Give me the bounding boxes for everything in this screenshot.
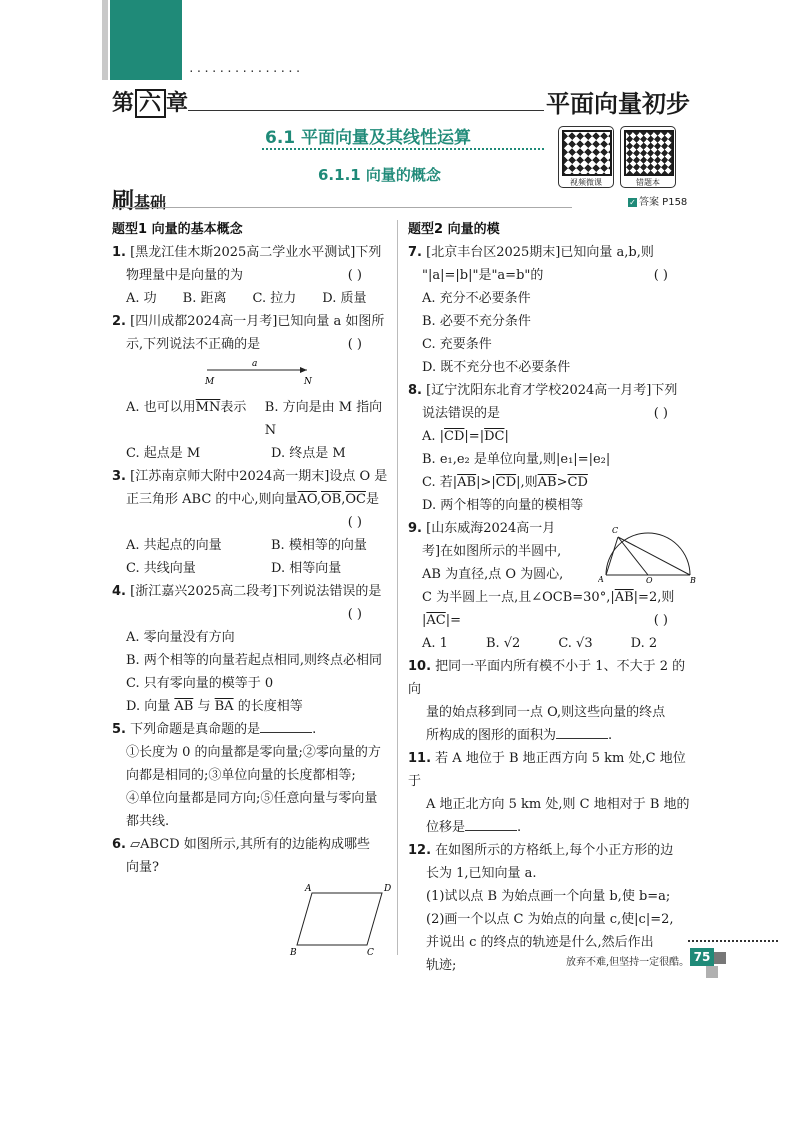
right-column (408, 218, 698, 977)
question-4: 4. [浙江嘉兴2025高二段考]下列说法错误的是 ( ) A. 零向量没有方向 B. 两个相等的向量若起点相同,则终点必相同 C. 只有零向量的模等于 0 D. 向量 $\overline{AB}$ 与 $\overline{BA}$ 的长度相等 (112, 584, 382, 714)
chapter-label (112, 86, 189, 117)
question-3: 3. [江苏南京师大附中2024高一期末]设点 O 是 正三角形 ABC 的中心,则向量$\overline{AO},\overline{OB},\overline{OC}$是 ( ) A. 共起点的向量 B. 模相等的向量 C. 共线向量 D. 相等向量 (112, 469, 388, 576)
basics-badge: 刷基础 (112, 189, 167, 214)
svg-text:A: A (598, 575, 604, 583)
page-number: 75 (690, 948, 714, 966)
question-1: 1. [黑龙江佳木斯2025高二学业水平测试]下列 物理量中是向量的为 ( ) A. 功 B. 距离 C. 拉力 D. 质量 (112, 245, 382, 306)
question-5: 5. 下列命题是真命题的是 . ①长度为 0 的向量都是零向量;②零向量的方 向都是相同的;③单位向量的长度都相等; ④单位向量都是同方向;⑤任意向量与零向量 都共线. (112, 722, 381, 829)
badge-rule (112, 207, 572, 208)
header-dots: ............... (188, 62, 303, 75)
chapter-number: 六 (135, 89, 166, 118)
answer-blank[interactable] (260, 732, 312, 733)
answer-reference[interactable]: ✓ 答案 P158 (629, 197, 688, 208)
check-icon: ✓ (629, 198, 636, 207)
question-11: 11. 若 A 地位于 B 地正西方向 5 km 处,C 地位于 A 地正北方向 5 km 处,则 C 地相对于 B 地的 位移是 . (408, 751, 690, 835)
qr-video-card[interactable] (558, 126, 614, 188)
qr-mistakes-label: 错题本 (636, 178, 660, 187)
question-type-1: 题型1 向量的基本概念 (112, 222, 243, 237)
column-divider (397, 220, 398, 955)
header-gray-strip (102, 0, 108, 80)
svg-text:B: B (290, 948, 297, 958)
svg-text:C: C (612, 526, 619, 535)
qr-video-label: 视频微课 (570, 178, 602, 187)
answer-blank[interactable] (556, 738, 608, 739)
label-a: a (252, 359, 258, 369)
section-title: 6.1 平面向量及其线性运算 (265, 128, 472, 148)
qr-code-icon (624, 130, 674, 176)
left-column (112, 218, 392, 967)
answer-blank[interactable] (465, 830, 517, 831)
footer-square (714, 952, 726, 964)
svg-text:A: A (305, 884, 312, 894)
svg-text:D: D (384, 884, 392, 894)
question-8: 8. [辽宁沈阳东北育才学校2024高一月考]下列 说法错误的是 ( ) A. $|\overline{CD}|=|\overline{DC}|$ B. e₁,e₂ 是单位向量,则|e₁|=|e₂| C. 若$|\overline{AB}|>|\overline{CD}|$,则$\overline{AB}>\overline{CD}$ D. 两个相等的向量的模相等 (408, 383, 678, 513)
chapter-pre: 第 (112, 91, 136, 116)
question-10: 10. 把同一平面内所有模不小于 1、不大于 2 的向 量的始点移到同一点 O,则这些向量的终点 所构成的图形的面积为 . (408, 659, 686, 743)
chapter-title: 平面向量初步 (546, 90, 690, 118)
section-underline (262, 148, 544, 150)
semicircle-figure (598, 521, 698, 583)
svg-text:O: O (646, 576, 653, 583)
footer-dots (688, 940, 778, 942)
question-9: C A O B 9. [山东威海2024高一月 考]在如图所示的半圆中, AB 为直径,点 O 为圆心, C 为半圆上一点,且$\angle OCB=30^\circ,|\overline{AB}|=2$,则 $|\overline{AC}|=$ ( ) A. 1 B. √2 C. √3 D. 2 (408, 517, 698, 655)
vector-a-figure (112, 356, 392, 388)
header-green-block (110, 0, 182, 80)
question-12: 12. 在如图所示的方格纸上,每个小正方形的边 长为 1,已知向量 a. (1)试以点 B 为始点画一个向量 b,使 b=a; (2)画一个以点 C 为始点的向量 c,使|c|=2, 并说出 c 的终点的轨迹是什么,然后作出 轨迹; (408, 843, 674, 973)
parallelogram-figure (112, 879, 392, 959)
label-M: M (205, 377, 215, 387)
label-N: N (304, 377, 312, 387)
footer-square-light (706, 966, 718, 978)
svg-text:C: C (367, 948, 374, 958)
question-6: 6. ▱ABCD 如图所示,其所有的边能构成哪些 向量? A D B C (112, 837, 392, 958)
chapter-rule (188, 110, 544, 111)
question-2: 2. [四川成都2024高一月考]已知向量 a 如图所 示,下列说法不正确的是 ( ) a M N A. 也可以用$\overline{MN}$表示 B. 方向是由 M 指向 N C. 起点是 M D. 终点是 M (112, 310, 392, 465)
question-7: 7. [北京丰台区2025期末]已知向量 a,b,则 "|a|=|b|"是"a=b"的 ( ) A. 充分不必要条件 B. 必要不充分条件 C. 充要条件 D. 既不充分也不必要条件 (408, 245, 668, 375)
qr-mistakes-card[interactable] (620, 126, 676, 188)
qr-code-icon (562, 130, 612, 176)
question-type-2: 题型2 向量的模 (408, 222, 500, 237)
svg-text:B: B (690, 576, 696, 583)
footer-motto: 放弃不难,但坚持一定很酷。 (566, 957, 690, 968)
subsection-title: 6.1.1 向量的概念 (318, 166, 441, 184)
chapter-post: 章 (166, 91, 190, 116)
